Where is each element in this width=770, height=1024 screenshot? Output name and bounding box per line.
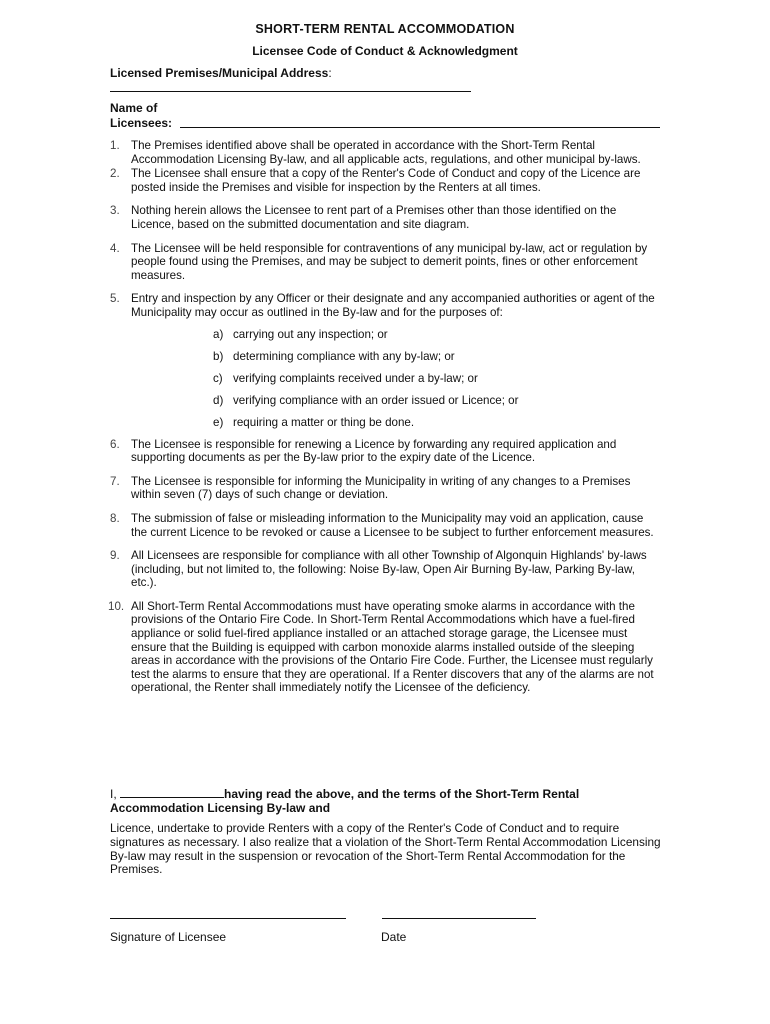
conduct-list xyxy=(110,139,660,695)
list-item: 6. The Licensee is responsible for renewing a Licence by forwarding any required application and supporting documents as per the By-law prior to the expiry date of the Licence. xyxy=(110,437,617,465)
date-line[interactable] xyxy=(382,918,536,919)
sub-list xyxy=(131,328,660,430)
list-item: 8. The submission of false or misleading information to the Municipality may void an application, cause the current Licence to be revoked or cause a Licensee to be subject to further enforcement measures. xyxy=(110,511,654,539)
list-item: 1. The Premises identified above shall be operated in accordance with the Short-Term Rental Accommodation Licensing By-law, and all applicable acts, regulations, and other municipal by-laws. xyxy=(110,139,641,166)
list-item: 10. All Short-Term Rental Accommodations must have operating smoke alarms in accordance with the provisions of the Ontario Fire Code. In Short-Term Rental Accommodations which have a fuel-fired appliance or solid fuel-fired appliance installed or an attached storage garage, the Licensee must ensure that the Building is equipped with carbon monoxide alarms installed outside of the sleeping areas in accordance with the provisions of the Ontario Fire Code. Further, the Licensee must regularly test the alarms to ensure that they are operational. If a Renter discovers that any of the alarms are not operational, the Renter shall immediately notify the Licensee of the deficiency. xyxy=(108,599,654,695)
premises-address-line[interactable] xyxy=(110,91,471,92)
list-item: 9. All Licensees are responsible for compliance with all other Township of Algonquin Highlands' by-laws (including, but not limited to, the following: Noise By-law, Open Air Burning By-law, Parking By-law, etc.). xyxy=(110,549,647,590)
licensee-name-blank[interactable] xyxy=(120,787,224,798)
signature-label: Signature of Licensee xyxy=(110,930,227,944)
list-item: 2. The Licensee shall ensure that a copy of the Renter's Code of Conduct and copy of the Licence are posted inside the Premises and visible for inspection by the Renters at all times. xyxy=(110,167,641,194)
date-label: Date xyxy=(381,930,407,944)
sub-list-item: e) requiring a matter or thing be done. xyxy=(213,415,415,429)
list-item: 5. Entry and inspection by any Officer or their designate and any accompanied authorities or agent of the Municipality may occur as outlined in the By-law and for the purposes of: a) carrying out any inspection; or b) determining compliance with any by-law; or c) verifying complaints received under a by-law; or d) verifying compliance with an order issued or Licence; or e) requiring a matter or thing be done. xyxy=(110,292,660,429)
list-item: 4. The Licensee will be held responsible for contraventions of any municipal by-law, act or regulation by people found using the Premises, and may be subject to demerit points, fines or other enforcement measures. xyxy=(110,241,648,282)
sub-list-item: b) determining compliance with any by-law; or xyxy=(213,349,455,363)
document-title: SHORT-TERM RENTAL ACCOMMODATION xyxy=(255,22,515,36)
licensees-name-label-line2: Licensees: xyxy=(110,116,173,130)
licensees-name-label-line1: Name of xyxy=(110,101,158,115)
acknowledgment-statement: I, having read the above, and the terms of the Short-Term Rental Accommodation Licensing By-law and xyxy=(110,787,580,815)
licensees-name-line[interactable] xyxy=(180,127,660,128)
sub-list-item: c) verifying complaints received under a by-law; or xyxy=(213,371,478,385)
list-item: 3. Nothing herein allows the Licensee to rent part of a Premises other than those identified on the Licence, based on the submitted documentation and site diagram. xyxy=(110,204,617,231)
sub-list-item: a) carrying out any inspection; or xyxy=(213,327,388,341)
list-item: 7. The Licensee is responsible for informing the Municipality in writing of any changes to a Premises within seven (7) days of such change or deviation. xyxy=(110,474,631,502)
signature-line[interactable] xyxy=(110,918,346,919)
premises-address-label: Licensed Premises/Municipal Address: xyxy=(110,66,332,80)
sub-list-item: d) verifying compliance with an order issued or Licence; or xyxy=(213,393,519,407)
acknowledgment-paragraph: Licence, undertake to provide Renters with a copy of the Renter's Code of Conduct and to require signatures as necessary. I also realize that a violation of the Short-Term Rental Accommodation Licensing By-law may result in the suspension or revocation of the Short-Term Rental Accommodation for the Premises. xyxy=(110,821,661,877)
document-subtitle: Licensee Code of Conduct & Acknowledgment xyxy=(252,44,518,58)
